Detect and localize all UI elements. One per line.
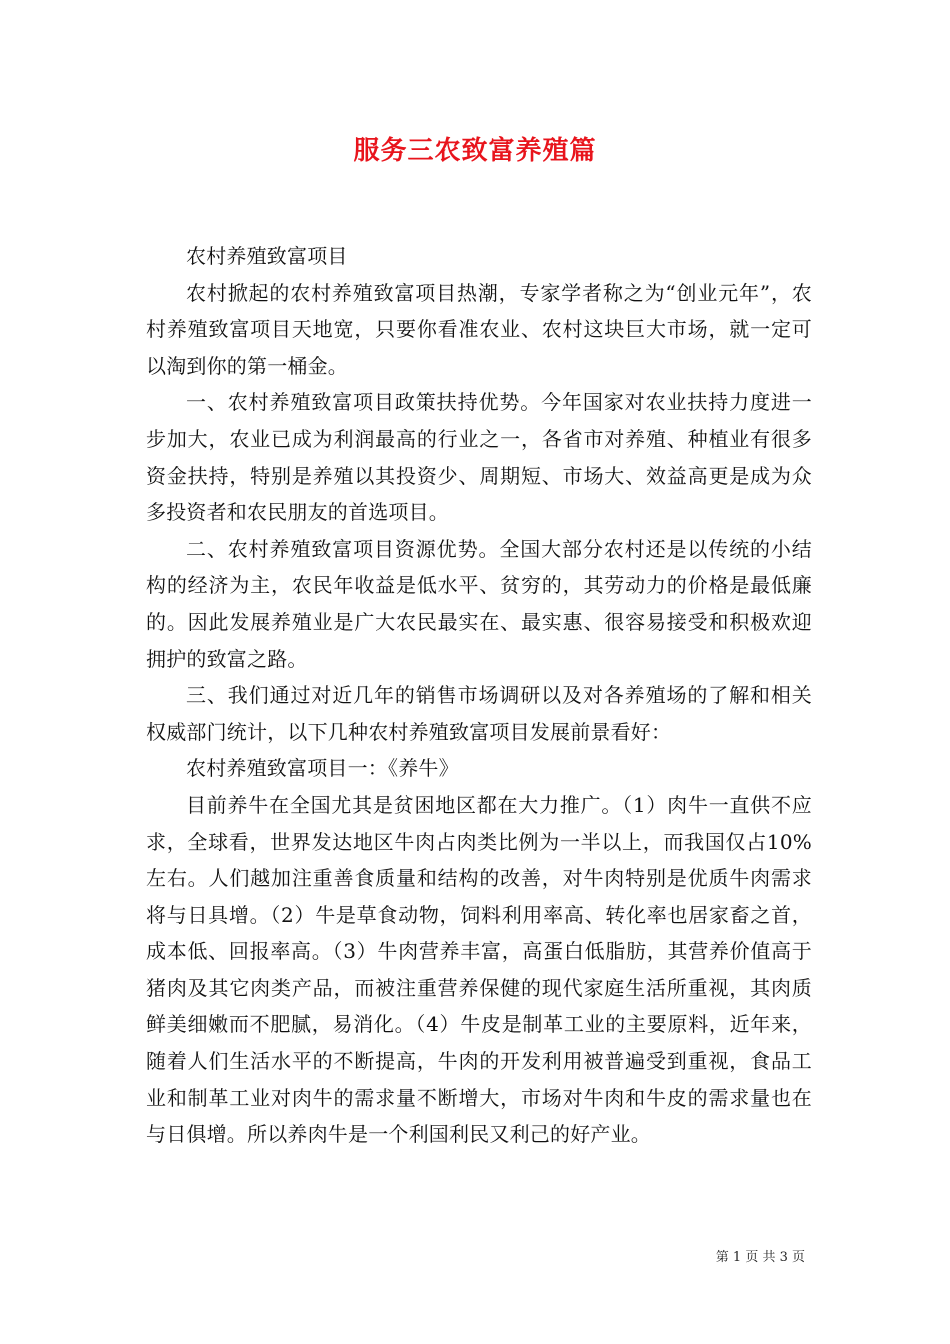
- paragraph-heading: 农村养殖致富项目: [186, 244, 348, 268]
- paragraph: 二、农村养殖致富项目资源优势。全国大部分农村还是以传统的小结构的经济为主，农民年收益是低水平、贫穷的，其劳动力的价格是最低廉的。因此发展养殖业是广大农民最实在、最实惠、很容易接受和积极欢迎拥护的致富之路。: [146, 536, 812, 671]
- paragraph: 农村掀起的农村养殖致富项目热潮，专家学者称之为“创业元年”，农村养殖致富项目天地宽，只要你看准农业、农村这块巨大市场，就一定可以淘到你的第一桶金。: [146, 280, 812, 378]
- document-title: 服务三农致富养殖篇: [353, 136, 597, 166]
- page-number-footer: 第 1 页 共 3 页: [715, 1250, 805, 1265]
- document-body: [146, 238, 812, 1153]
- paragraph: 目前养牛在全国尤其是贫困地区都在大力推广。（1）肉牛一直供不应求，全球看，世界发达地区牛肉占肉类比例为一半以上，而我国仅占10%左右。人们越加注重善食质量和结构的改善，对牛肉特别是优质牛肉需求将与日具增。（2）牛是草食动物，饲料利用率高、转化率也居家畜之首，成本低、回报率高。（3）牛肉营养丰富，高蛋白低脂肪，其营养价值高于猪肉及其它肉类产品，而被注重营养保健的现代家庭生活所重视，其肉质鲜美细嫩而不肥腻，易消化。（4）牛皮是制革工业的主要原料，近年来，随着人们生活水平的不断提高，牛肉的开发利用被普遍受到重视，食品工业和制革工业对肉牛的需求量不断增大，市场对牛肉和牛皮的需求量也在与日俱增。所以养肉牛是一个利国利民又利己的好产业。: [146, 792, 812, 1147]
- paragraph: 三、我们通过对近几年的销售市场调研以及对各养殖场的了解和相关权威部门统计，以下几种农村养殖致富项目发展前景看好：: [146, 683, 812, 744]
- paragraph-subheading: 农村养殖致富项目一：《养牛》: [186, 756, 459, 781]
- paragraph: 一、农村养殖致富项目政策扶持优势。今年国家对农业扶持力度进一步加大，农业已成为利润最高的行业之一，各省市对养殖、种植业有很多资金扶持，特别是养殖以其投资少、周期短、市场大、效益高更是成为众多投资者和农民朋友的首选项目。: [146, 390, 812, 525]
